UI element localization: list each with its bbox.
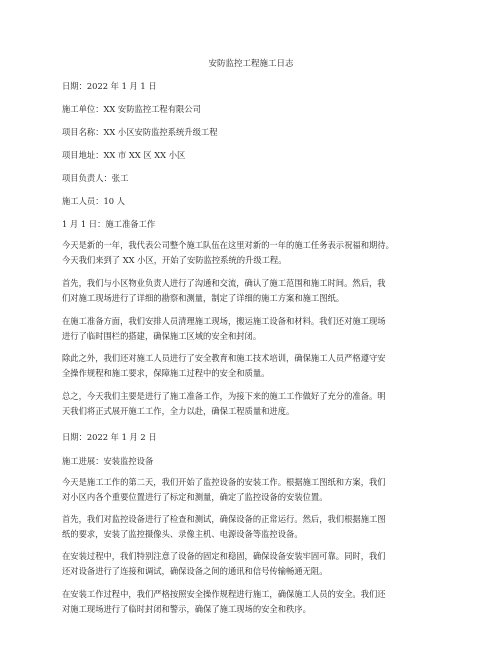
project-manager: 项目负责人：张工 — [62, 173, 129, 183]
day1-paragraph-3: 在施工准备方面，我们安排人员清理施工现场，搬运施工设备和材料。我们还对施工现场 进行了临时围栏的搭建，确保施工区域的安全和封闭。 — [62, 316, 386, 341]
day1-paragraph-5: 总之，今天我们主要是进行了施工准备工作，为接下来的施工工作做好了充分的准备。明 天我们将正式展开施工工作，全力以赴，确保工程质量和进度。 — [62, 391, 386, 416]
day1-paragraph-1: 今天是新的一年，我代表公司整个施工队伍在这里对新的一年的施工任务表示祝福和期待。 今天我们来到了 XX 小区，开始了安防监控系统的升级工程。 — [62, 240, 394, 265]
log-date: 日期：2022 年 1 月 1 日 — [62, 81, 157, 91]
day2-paragraph-1: 今天是施工工作的第二天，我们开始了监控设备的安装工作。根据施工图纸和方案，我们 对小区内各个重要位置进行了标定和测量，确定了监控设备的安装位置。 — [62, 477, 386, 502]
document-title: 安防监控工程施工日志 — [208, 59, 294, 69]
day2-date: 日期：2022 年 1 月 2 日 — [62, 432, 157, 442]
day1-paragraph-4: 除此之外，我们还对施工人员进行了安全教育和施工技术培训，确保施工人员严格遵守安 全操作规程和施工要求，保障施工过程中的安全和质量。 — [62, 353, 386, 378]
day2-progress: 施工进展：安装监控设备 — [62, 456, 154, 466]
day1-paragraph-2: 首先，我们与小区物业负责人进行了沟通和交流，确认了施工范围和施工时间。然后，我 们对施工现场进行了详细的勘察和测量，制定了详细的施工方案和施工图纸。 — [62, 278, 386, 303]
day2-paragraph-4: 在安装工作过程中，我们严格按照安全操作规程进行施工，确保施工人员的安全。我们还 对施工现场进行了临时封闭和警示，确保了施工现场的安全和秩序。 — [62, 589, 386, 614]
project-name: 项目名称：XX 小区安防监控系统升级工程 — [62, 127, 218, 137]
construction-company: 施工单位：XX 安防监控工程有限公司 — [62, 104, 201, 114]
construction-workers: 施工人员：10 人 — [62, 196, 125, 206]
day2-paragraph-2: 首先，我们对监控设备进行了检查和测试，确保设备的正常运行。然后，我们根据施工图 纸的要求，安装了监控摄像头、录像主机、电源设备等监控设备。 — [62, 514, 386, 539]
day2-paragraph-3: 在安装过程中，我们特别注意了设备的固定和稳固，确保设备安装牢固可靠。同时，我们 还对设备进行了连接和调试，确保设备之间的通讯和信号传输畅通无阻。 — [62, 551, 386, 576]
project-address: 项目地址：XX 市 XX 区 XX 小区 — [62, 150, 186, 160]
day1-heading: 1 月 1 日：施工准备工作 — [62, 219, 156, 229]
